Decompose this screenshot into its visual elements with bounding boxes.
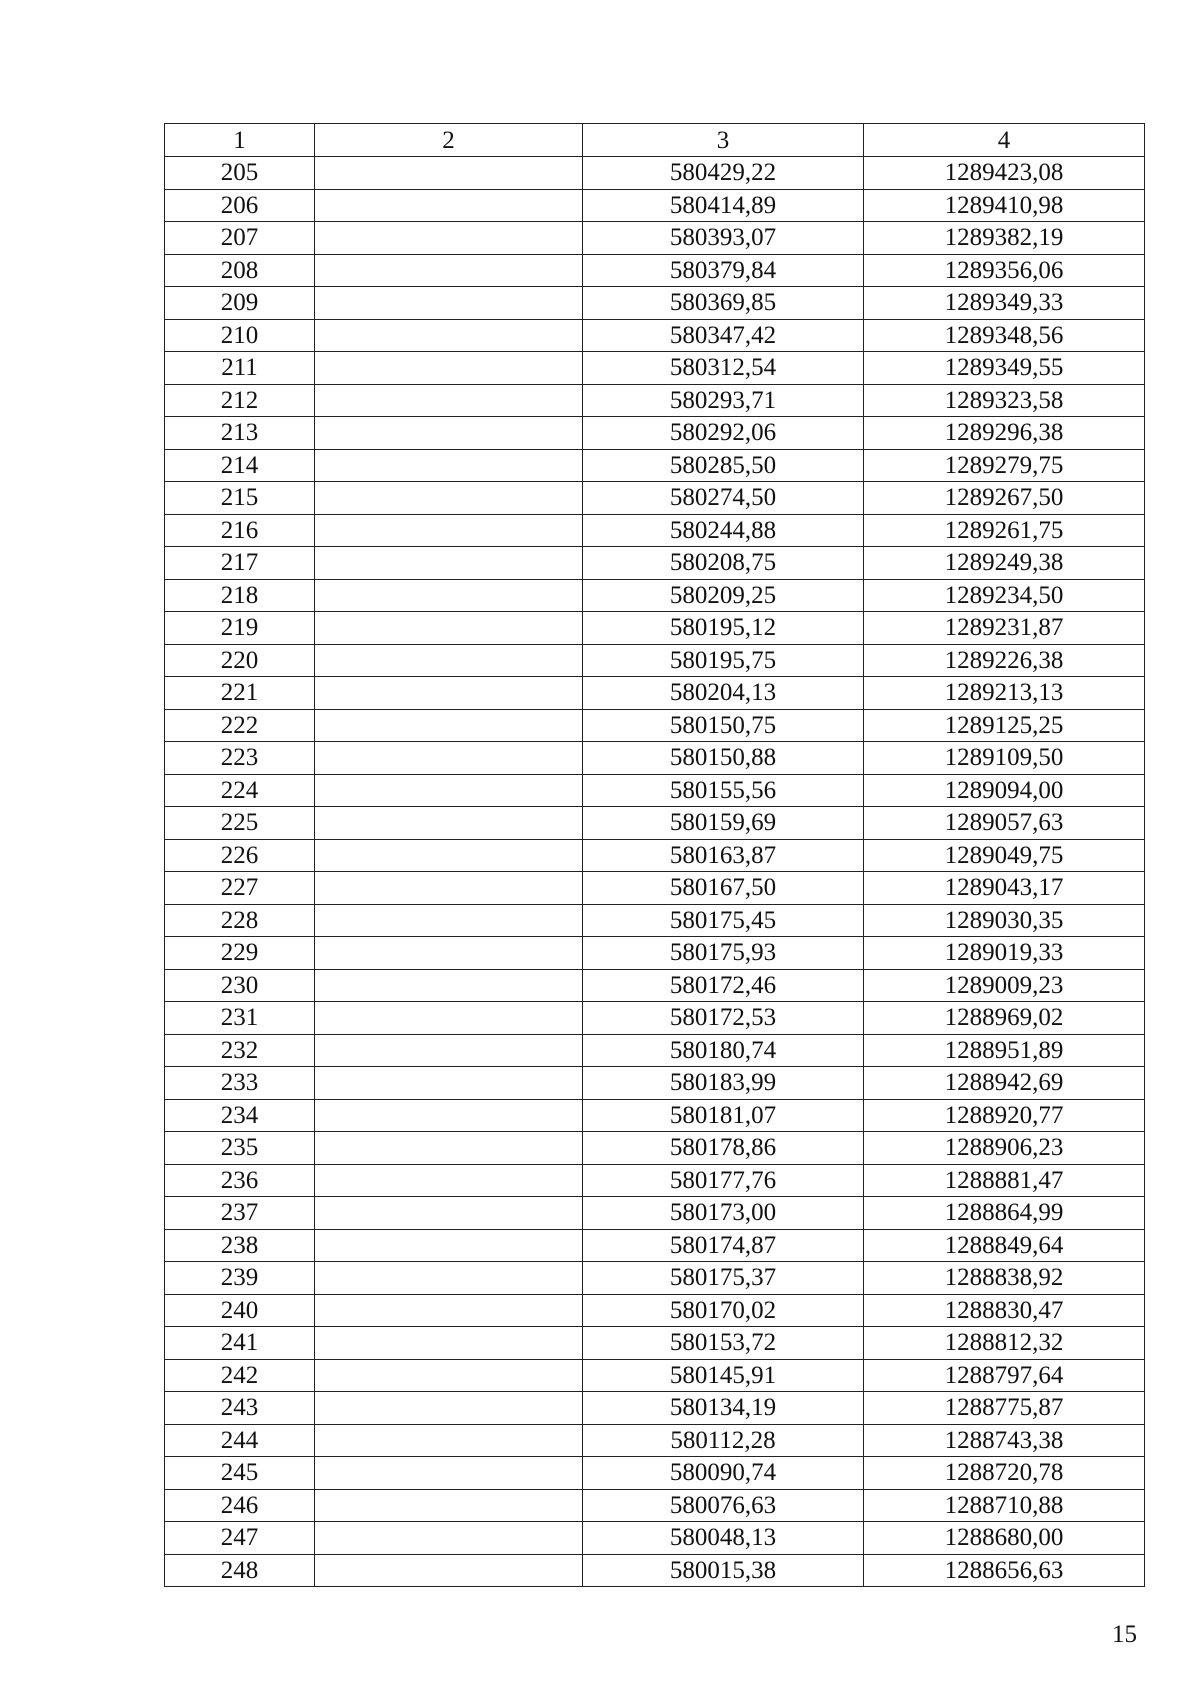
column-header-1: 1 xyxy=(165,124,315,157)
x-coordinate-cell: 580076,63 xyxy=(583,1489,864,1522)
x-coordinate-cell: 580429,22 xyxy=(583,157,864,190)
y-coordinate-cell: 1289057,63 xyxy=(864,807,1145,840)
table-row xyxy=(165,189,1145,222)
column-2-cell xyxy=(315,482,583,515)
y-coordinate-cell: 1289349,55 xyxy=(864,352,1145,385)
column-header-4: 4 xyxy=(864,124,1145,157)
point-number-cell: 247 xyxy=(165,1522,315,1555)
point-number-cell: 218 xyxy=(165,579,315,612)
y-coordinate-cell: 1288881,47 xyxy=(864,1164,1145,1197)
y-coordinate-cell: 1288830,47 xyxy=(864,1294,1145,1327)
column-2-cell xyxy=(315,1034,583,1067)
point-number-cell: 232 xyxy=(165,1034,315,1067)
column-2-cell xyxy=(315,1489,583,1522)
point-number-cell: 221 xyxy=(165,677,315,710)
y-coordinate-cell: 1288849,64 xyxy=(864,1229,1145,1262)
y-coordinate-cell: 1289279,75 xyxy=(864,449,1145,482)
table-row xyxy=(165,579,1145,612)
table-row xyxy=(165,1554,1145,1587)
x-coordinate-cell: 580159,69 xyxy=(583,807,864,840)
point-number-cell: 217 xyxy=(165,547,315,580)
column-2-cell xyxy=(315,904,583,937)
x-coordinate-cell: 580195,12 xyxy=(583,612,864,645)
x-coordinate-cell: 580153,72 xyxy=(583,1327,864,1360)
table-row xyxy=(165,1392,1145,1425)
point-number-cell: 215 xyxy=(165,482,315,515)
y-coordinate-cell: 1289213,13 xyxy=(864,677,1145,710)
column-2-cell xyxy=(315,612,583,645)
column-header-3: 3 xyxy=(583,124,864,157)
x-coordinate-cell: 580150,88 xyxy=(583,742,864,775)
x-coordinate-cell: 580090,74 xyxy=(583,1457,864,1490)
x-coordinate-cell: 580208,75 xyxy=(583,547,864,580)
table-row xyxy=(165,677,1145,710)
table-row xyxy=(165,904,1145,937)
column-2-cell xyxy=(315,742,583,775)
column-2-cell xyxy=(315,579,583,612)
column-2-cell xyxy=(315,384,583,417)
table-row xyxy=(165,482,1145,515)
table-row xyxy=(165,1327,1145,1360)
column-2-cell xyxy=(315,352,583,385)
table-row xyxy=(165,612,1145,645)
y-coordinate-cell: 1289030,35 xyxy=(864,904,1145,937)
point-number-cell: 239 xyxy=(165,1262,315,1295)
x-coordinate-cell: 580175,93 xyxy=(583,937,864,970)
column-2-cell xyxy=(315,937,583,970)
x-coordinate-cell: 580244,88 xyxy=(583,514,864,547)
table-row xyxy=(165,417,1145,450)
y-coordinate-cell: 1288951,89 xyxy=(864,1034,1145,1067)
table-row xyxy=(165,1294,1145,1327)
y-coordinate-cell: 1289349,33 xyxy=(864,287,1145,320)
y-coordinate-cell: 1289261,75 xyxy=(864,514,1145,547)
point-number-cell: 230 xyxy=(165,969,315,1002)
point-number-cell: 225 xyxy=(165,807,315,840)
y-coordinate-cell: 1289348,56 xyxy=(864,319,1145,352)
x-coordinate-cell: 580175,45 xyxy=(583,904,864,937)
page-number: 15 xyxy=(1112,1621,1137,1648)
column-2-cell xyxy=(315,1229,583,1262)
y-coordinate-cell: 1289267,50 xyxy=(864,482,1145,515)
column-2-cell xyxy=(315,1164,583,1197)
column-2-cell xyxy=(315,319,583,352)
x-coordinate-cell: 580163,87 xyxy=(583,839,864,872)
table-row xyxy=(165,644,1145,677)
y-coordinate-cell: 1288680,00 xyxy=(864,1522,1145,1555)
point-number-cell: 212 xyxy=(165,384,315,417)
x-coordinate-cell: 580167,50 xyxy=(583,872,864,905)
table-row xyxy=(165,1457,1145,1490)
point-number-cell: 238 xyxy=(165,1229,315,1262)
y-coordinate-cell: 1288656,63 xyxy=(864,1554,1145,1587)
point-number-cell: 244 xyxy=(165,1424,315,1457)
x-coordinate-cell: 580015,38 xyxy=(583,1554,864,1587)
table-row xyxy=(165,742,1145,775)
point-number-cell: 229 xyxy=(165,937,315,970)
y-coordinate-cell: 1289234,50 xyxy=(864,579,1145,612)
point-number-cell: 216 xyxy=(165,514,315,547)
y-coordinate-cell: 1289125,25 xyxy=(864,709,1145,742)
y-coordinate-cell: 1289019,33 xyxy=(864,937,1145,970)
column-2-cell xyxy=(315,1197,583,1230)
column-2-cell xyxy=(315,1002,583,1035)
table-row xyxy=(165,547,1145,580)
column-2-cell xyxy=(315,449,583,482)
point-number-cell: 226 xyxy=(165,839,315,872)
header-row xyxy=(165,124,1145,157)
column-2-cell xyxy=(315,287,583,320)
column-2-cell xyxy=(315,1067,583,1100)
column-2-cell xyxy=(315,1554,583,1587)
column-2-cell xyxy=(315,547,583,580)
table-row xyxy=(165,1229,1145,1262)
table-row xyxy=(165,969,1145,1002)
column-2-cell xyxy=(315,1424,583,1457)
y-coordinate-cell: 1288720,78 xyxy=(864,1457,1145,1490)
y-coordinate-cell: 1289109,50 xyxy=(864,742,1145,775)
y-coordinate-cell: 1288906,23 xyxy=(864,1132,1145,1165)
point-number-cell: 236 xyxy=(165,1164,315,1197)
y-coordinate-cell: 1288797,64 xyxy=(864,1359,1145,1392)
y-coordinate-cell: 1288942,69 xyxy=(864,1067,1145,1100)
x-coordinate-cell: 580292,06 xyxy=(583,417,864,450)
table-row xyxy=(165,1132,1145,1165)
column-2-cell xyxy=(315,189,583,222)
point-number-cell: 213 xyxy=(165,417,315,450)
column-2-cell xyxy=(315,1262,583,1295)
x-coordinate-cell: 580347,42 xyxy=(583,319,864,352)
column-2-cell xyxy=(315,1327,583,1360)
column-2-cell xyxy=(315,774,583,807)
column-2-cell xyxy=(315,222,583,255)
point-number-cell: 233 xyxy=(165,1067,315,1100)
column-2-cell xyxy=(315,1132,583,1165)
y-coordinate-cell: 1289423,08 xyxy=(864,157,1145,190)
table-row xyxy=(165,352,1145,385)
table-row xyxy=(165,709,1145,742)
point-number-cell: 228 xyxy=(165,904,315,937)
table-row xyxy=(165,839,1145,872)
x-coordinate-cell: 580393,07 xyxy=(583,222,864,255)
x-coordinate-cell: 580174,87 xyxy=(583,1229,864,1262)
point-number-cell: 224 xyxy=(165,774,315,807)
point-number-cell: 206 xyxy=(165,189,315,222)
table-row xyxy=(165,157,1145,190)
point-number-cell: 240 xyxy=(165,1294,315,1327)
y-coordinate-cell: 1289249,38 xyxy=(864,547,1145,580)
table-row xyxy=(165,254,1145,287)
y-coordinate-cell: 1289043,17 xyxy=(864,872,1145,905)
coordinates-table xyxy=(164,123,1145,1587)
x-coordinate-cell: 580180,74 xyxy=(583,1034,864,1067)
column-2-cell xyxy=(315,644,583,677)
y-coordinate-cell: 1288838,92 xyxy=(864,1262,1145,1295)
y-coordinate-cell: 1289296,38 xyxy=(864,417,1145,450)
column-2-cell xyxy=(315,157,583,190)
table-row xyxy=(165,1002,1145,1035)
table-row xyxy=(165,1067,1145,1100)
y-coordinate-cell: 1289382,19 xyxy=(864,222,1145,255)
column-2-cell xyxy=(315,514,583,547)
x-coordinate-cell: 580209,25 xyxy=(583,579,864,612)
point-number-cell: 219 xyxy=(165,612,315,645)
point-number-cell: 208 xyxy=(165,254,315,287)
column-2-cell xyxy=(315,254,583,287)
y-coordinate-cell: 1288710,88 xyxy=(864,1489,1145,1522)
y-coordinate-cell: 1289356,06 xyxy=(864,254,1145,287)
point-number-cell: 214 xyxy=(165,449,315,482)
point-number-cell: 211 xyxy=(165,352,315,385)
y-coordinate-cell: 1289410,98 xyxy=(864,189,1145,222)
x-coordinate-cell: 580134,19 xyxy=(583,1392,864,1425)
x-coordinate-cell: 580312,54 xyxy=(583,352,864,385)
x-coordinate-cell: 580204,13 xyxy=(583,677,864,710)
point-number-cell: 245 xyxy=(165,1457,315,1490)
column-2-cell xyxy=(315,677,583,710)
x-coordinate-cell: 580183,99 xyxy=(583,1067,864,1100)
point-number-cell: 209 xyxy=(165,287,315,320)
y-coordinate-cell: 1288969,02 xyxy=(864,1002,1145,1035)
table-row xyxy=(165,1489,1145,1522)
table-row xyxy=(165,1034,1145,1067)
table-row xyxy=(165,872,1145,905)
y-coordinate-cell: 1289231,87 xyxy=(864,612,1145,645)
x-coordinate-cell: 580172,46 xyxy=(583,969,864,1002)
x-coordinate-cell: 580172,53 xyxy=(583,1002,864,1035)
table-row xyxy=(165,287,1145,320)
column-2-cell xyxy=(315,1099,583,1132)
point-number-cell: 231 xyxy=(165,1002,315,1035)
point-number-cell: 248 xyxy=(165,1554,315,1587)
point-number-cell: 223 xyxy=(165,742,315,775)
x-coordinate-cell: 580285,50 xyxy=(583,449,864,482)
table-body xyxy=(165,157,1145,1587)
table-row xyxy=(165,1522,1145,1555)
x-coordinate-cell: 580274,50 xyxy=(583,482,864,515)
x-coordinate-cell: 580181,07 xyxy=(583,1099,864,1132)
column-2-cell xyxy=(315,1392,583,1425)
column-2-cell xyxy=(315,1457,583,1490)
point-number-cell: 241 xyxy=(165,1327,315,1360)
column-2-cell xyxy=(315,1294,583,1327)
table-row xyxy=(165,319,1145,352)
table-row xyxy=(165,222,1145,255)
table-header xyxy=(165,124,1145,157)
column-2-cell xyxy=(315,872,583,905)
y-coordinate-cell: 1289226,38 xyxy=(864,644,1145,677)
x-coordinate-cell: 580178,86 xyxy=(583,1132,864,1165)
x-coordinate-cell: 580048,13 xyxy=(583,1522,864,1555)
point-number-cell: 234 xyxy=(165,1099,315,1132)
table-row xyxy=(165,1197,1145,1230)
table-row xyxy=(165,514,1145,547)
x-coordinate-cell: 580150,75 xyxy=(583,709,864,742)
table-row xyxy=(165,449,1145,482)
point-number-cell: 227 xyxy=(165,872,315,905)
table-row xyxy=(165,937,1145,970)
table-row xyxy=(165,774,1145,807)
x-coordinate-cell: 580369,85 xyxy=(583,287,864,320)
table-row xyxy=(165,1359,1145,1392)
x-coordinate-cell: 580155,56 xyxy=(583,774,864,807)
point-number-cell: 220 xyxy=(165,644,315,677)
column-2-cell xyxy=(315,969,583,1002)
point-number-cell: 210 xyxy=(165,319,315,352)
x-coordinate-cell: 580145,91 xyxy=(583,1359,864,1392)
column-2-cell xyxy=(315,1522,583,1555)
y-coordinate-cell: 1289094,00 xyxy=(864,774,1145,807)
table-row xyxy=(165,1099,1145,1132)
x-coordinate-cell: 580379,84 xyxy=(583,254,864,287)
x-coordinate-cell: 580170,02 xyxy=(583,1294,864,1327)
point-number-cell: 207 xyxy=(165,222,315,255)
point-number-cell: 235 xyxy=(165,1132,315,1165)
table-row xyxy=(165,384,1145,417)
point-number-cell: 222 xyxy=(165,709,315,742)
table-row xyxy=(165,807,1145,840)
table-row xyxy=(165,1164,1145,1197)
x-coordinate-cell: 580177,76 xyxy=(583,1164,864,1197)
y-coordinate-cell: 1288920,77 xyxy=(864,1099,1145,1132)
table-row xyxy=(165,1262,1145,1295)
y-coordinate-cell: 1288775,87 xyxy=(864,1392,1145,1425)
column-header-2: 2 xyxy=(315,124,583,157)
x-coordinate-cell: 580293,71 xyxy=(583,384,864,417)
y-coordinate-cell: 1289049,75 xyxy=(864,839,1145,872)
y-coordinate-cell: 1288812,32 xyxy=(864,1327,1145,1360)
point-number-cell: 242 xyxy=(165,1359,315,1392)
y-coordinate-cell: 1288864,99 xyxy=(864,1197,1145,1230)
x-coordinate-cell: 580414,89 xyxy=(583,189,864,222)
y-coordinate-cell: 1289323,58 xyxy=(864,384,1145,417)
column-2-cell xyxy=(315,709,583,742)
point-number-cell: 205 xyxy=(165,157,315,190)
x-coordinate-cell: 580175,37 xyxy=(583,1262,864,1295)
x-coordinate-cell: 580112,28 xyxy=(583,1424,864,1457)
x-coordinate-cell: 580195,75 xyxy=(583,644,864,677)
column-2-cell xyxy=(315,807,583,840)
column-2-cell xyxy=(315,1359,583,1392)
point-number-cell: 246 xyxy=(165,1489,315,1522)
column-2-cell xyxy=(315,417,583,450)
point-number-cell: 243 xyxy=(165,1392,315,1425)
x-coordinate-cell: 580173,00 xyxy=(583,1197,864,1230)
column-2-cell xyxy=(315,839,583,872)
table-row xyxy=(165,1424,1145,1457)
y-coordinate-cell: 1288743,38 xyxy=(864,1424,1145,1457)
point-number-cell: 237 xyxy=(165,1197,315,1230)
y-coordinate-cell: 1289009,23 xyxy=(864,969,1145,1002)
